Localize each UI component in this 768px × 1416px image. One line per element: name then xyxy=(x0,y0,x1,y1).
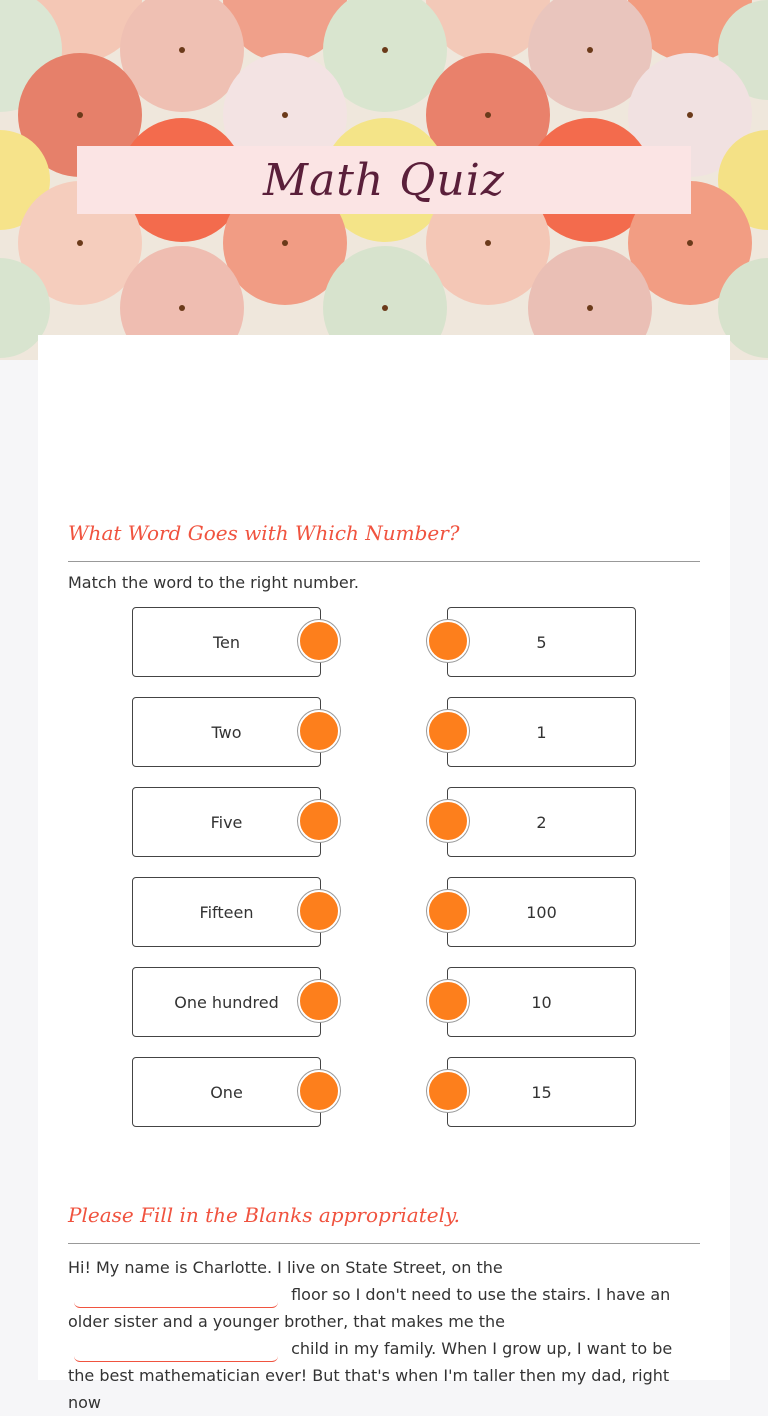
match-right-handle[interactable] xyxy=(427,980,469,1022)
match-row xyxy=(38,1057,730,1127)
match-left-item[interactable] xyxy=(132,877,321,947)
section-heading-matching: What Word Goes with Which Number? xyxy=(68,521,460,545)
match-left-label: Ten xyxy=(212,632,241,652)
match-left-handle[interactable] xyxy=(298,890,340,932)
match-left-handle[interactable] xyxy=(298,1070,340,1112)
paragraph-text: Hi! My name is Charlotte. I live on State Street, on the xyxy=(68,1258,503,1277)
match-left-item[interactable] xyxy=(132,967,321,1037)
match-right-handle[interactable] xyxy=(427,1070,469,1112)
title-banner xyxy=(77,146,691,214)
match-left-label: Fifteen xyxy=(199,902,254,922)
fill-blanks-paragraph xyxy=(68,1254,702,1416)
match-right-item[interactable] xyxy=(447,787,636,857)
match-left-item[interactable] xyxy=(132,607,321,677)
match-left-item[interactable] xyxy=(132,1057,321,1127)
match-right-label: 100 xyxy=(526,902,557,922)
paragraph-text: floor so I don't need to use the stairs. I have an older sister and a younger brother, that makes me the xyxy=(68,1285,671,1331)
match-left-label: One xyxy=(210,1082,243,1102)
match-row xyxy=(38,877,730,947)
match-right-label: 10 xyxy=(531,992,552,1012)
match-right-item[interactable] xyxy=(447,967,636,1037)
match-left-label: Five xyxy=(210,812,243,832)
quiz-card xyxy=(38,335,730,1412)
section-heading-fill-blanks: Please Fill in the Blanks appropriately. xyxy=(68,1203,460,1227)
divider xyxy=(68,1243,700,1244)
match-left-label: One hundred xyxy=(174,992,279,1012)
match-right-handle[interactable] xyxy=(427,620,469,662)
match-left-label: Two xyxy=(211,722,242,742)
divider xyxy=(68,561,700,562)
match-left-item[interactable] xyxy=(132,787,321,857)
match-right-handle[interactable] xyxy=(427,710,469,752)
match-right-label: 5 xyxy=(536,632,547,652)
match-right-item[interactable] xyxy=(447,697,636,767)
match-right-label: 2 xyxy=(536,812,547,832)
match-row xyxy=(38,787,730,857)
match-right-item[interactable] xyxy=(447,877,636,947)
paragraph-text: child in my family. When I grow up, I want to be the best mathematician ever! But that's when I'm taller then my dad, right now xyxy=(68,1339,673,1412)
match-right-label: 1 xyxy=(536,722,547,742)
match-right-handle[interactable] xyxy=(427,890,469,932)
match-left-handle[interactable] xyxy=(298,710,340,752)
match-left-handle[interactable] xyxy=(298,620,340,662)
blank-input-2[interactable] xyxy=(74,1339,278,1362)
match-right-handle[interactable] xyxy=(427,800,469,842)
match-right-item[interactable] xyxy=(447,1057,636,1127)
match-right-item[interactable] xyxy=(447,607,636,677)
match-row xyxy=(38,697,730,767)
instruction-text: Match the word to the right number. xyxy=(68,573,359,592)
match-left-handle[interactable] xyxy=(298,800,340,842)
page-title: Math Quiz xyxy=(263,154,505,206)
blank-input-1[interactable] xyxy=(74,1285,278,1308)
match-left-item[interactable] xyxy=(132,697,321,767)
match-row xyxy=(38,607,730,677)
match-row xyxy=(38,967,730,1037)
match-left-handle[interactable] xyxy=(298,980,340,1022)
match-right-label: 15 xyxy=(531,1082,552,1102)
header-banner xyxy=(0,0,768,360)
